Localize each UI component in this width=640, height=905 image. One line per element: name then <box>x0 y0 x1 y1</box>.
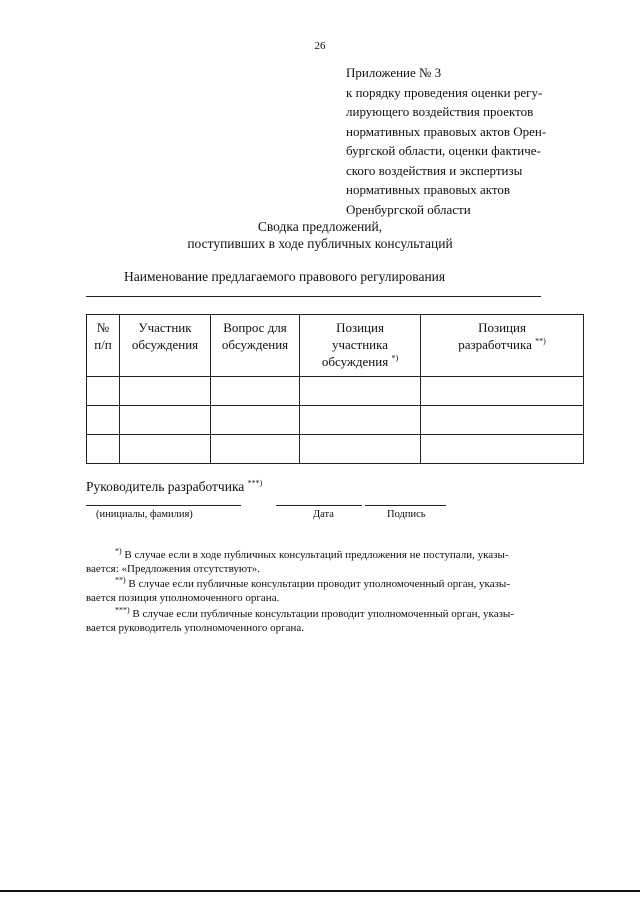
footnote-mark: ***) <box>247 478 263 488</box>
signature-line <box>365 505 446 506</box>
appendix-line: Оренбургской области <box>346 201 471 217</box>
date-caption: Дата <box>313 509 334 520</box>
appendix-header <box>346 63 606 219</box>
title-line-2: поступивших в ходе публичных консультаций <box>187 236 453 251</box>
table-cell <box>300 406 421 435</box>
table-row <box>87 406 584 435</box>
footnote-mark: *) <box>391 353 399 363</box>
appendix-line: нормативных правовых актов <box>346 182 511 197</box>
initials-caption: (инициалы, фамилия) <box>96 509 193 520</box>
table-cell <box>87 377 120 406</box>
regulation-name-line <box>86 296 541 297</box>
footnote: ***) В случае если публичные консультации проводит уполномоченный орган, указы- вается руководитель уполномоченного органа. <box>86 605 514 634</box>
table-cell <box>120 406 211 435</box>
developer-head-label: Руководитель разработчика ***) <box>86 478 263 494</box>
table-cell <box>211 377 300 406</box>
table-cell <box>421 435 584 464</box>
appendix-line: лирующего воздействия проектов <box>346 104 534 119</box>
document-title <box>0 218 640 252</box>
appendix-line: нормативных правовых актов Орен- <box>346 123 547 139</box>
appendix-line: бургской области, оценки фактиче- <box>346 143 541 158</box>
table-row <box>87 435 584 464</box>
header-developer-position: Позиция разработчика **) <box>421 315 584 377</box>
table-row <box>87 377 584 406</box>
date-line <box>276 505 362 506</box>
table-cell <box>421 406 584 435</box>
footnote-mark: ***) <box>115 605 130 615</box>
footnote: *) В случае если в ходе публичных консультаций предложения не поступали, указы- вается: «Предложения отсутствуют». <box>86 546 509 575</box>
table-cell <box>300 435 421 464</box>
signature-caption: Подпись <box>387 509 426 520</box>
proposals-table <box>86 314 584 464</box>
table-header-row <box>87 315 584 377</box>
table-cell <box>120 377 211 406</box>
table-cell <box>211 406 300 435</box>
title-line-1: Сводка предложений, <box>257 219 383 234</box>
footnote: **) В случае если публичные консультации проводит уполномоченный орган, указы- вается позиция уполномоченного органа. <box>86 575 510 604</box>
footnote-mark: **) <box>115 575 126 585</box>
initials-line <box>86 505 241 506</box>
appendix-line: к порядку проведения оценки регу- <box>346 84 543 100</box>
table-cell <box>87 435 120 464</box>
table-cell <box>300 377 421 406</box>
footnote-mark: **) <box>535 336 546 346</box>
table-cell <box>87 406 120 435</box>
table-cell <box>120 435 211 464</box>
page-number: 26 <box>314 40 326 52</box>
appendix-line: Приложение № 3 <box>346 65 442 80</box>
table-cell <box>421 377 584 406</box>
appendix-line: ского воздействия и экспертизы <box>346 162 523 178</box>
header-participant: Участник обсуждения <box>120 315 211 377</box>
footnote-mark: *) <box>115 546 122 556</box>
header-question: Вопрос для обсуждения <box>211 315 300 377</box>
header-participant-position: Позиция участника обсуждения *) <box>300 315 421 377</box>
page-bottom-border <box>0 890 640 892</box>
header-number: № п/п <box>87 315 120 377</box>
table-cell <box>211 435 300 464</box>
regulation-name-label: Наименование предлагаемого правового регулирования <box>124 269 446 284</box>
